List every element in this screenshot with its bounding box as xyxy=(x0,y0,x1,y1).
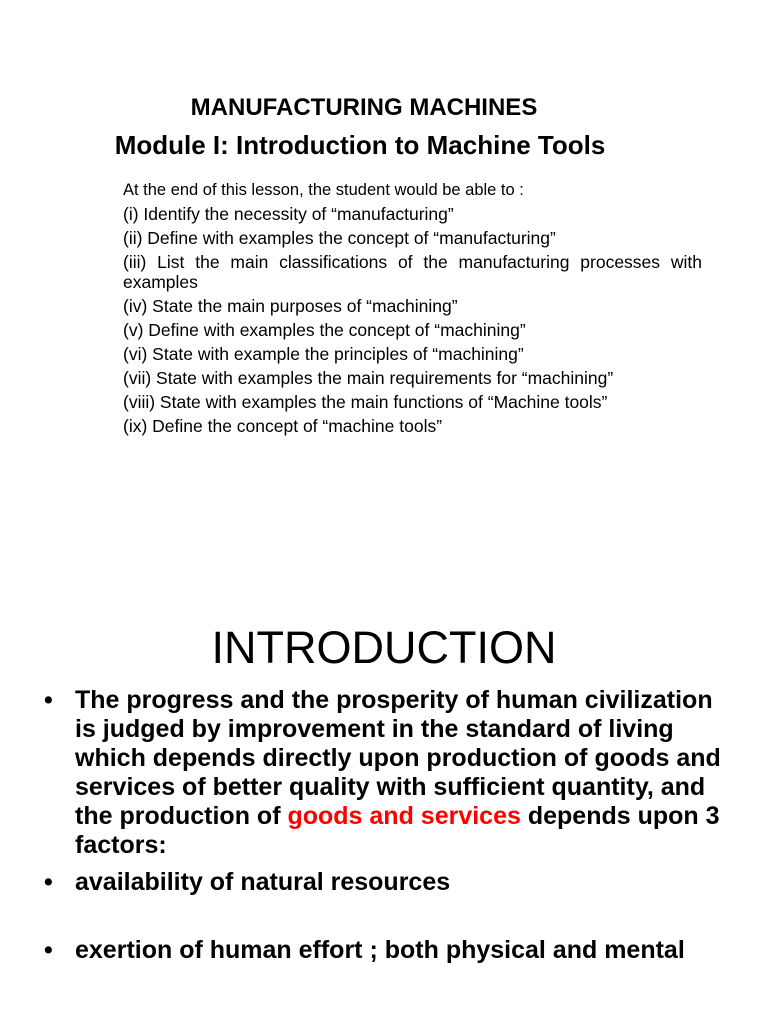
bullet-text: The progress and the prosperity of human civilization is judged by improvement in the standard of living which depends directly upon production of goods and services of better quality with sufficient quantity, and the production of xyxy=(75,686,721,830)
course-title: MANUFACTURING MACHINES xyxy=(190,94,538,121)
objective-item: (i) Identify the necessity of “manufacturing” xyxy=(123,204,454,224)
objective-item: (vi) State with example the principles of “machining” xyxy=(123,344,524,364)
objective-item: (v) Define with examples the concept of “machining” xyxy=(123,320,526,340)
highlight-goods-services: goods and services xyxy=(287,802,521,830)
bullet-text: availability of natural resources xyxy=(75,868,451,896)
bullet-text-end: depends upon 3 factors: xyxy=(75,802,720,859)
objective-item: (ix) Define the concept of “machine tools” xyxy=(123,416,443,436)
bullet-item-human-effort xyxy=(0,936,768,965)
objective-item: (ii) Define with examples the concept of “manufacturing” xyxy=(123,228,556,248)
bullet-item-factors xyxy=(0,686,768,860)
slide-introduction xyxy=(0,600,768,1024)
objectives-list xyxy=(123,180,702,440)
bullet-marker: • xyxy=(44,686,53,714)
objective-item: (iii) List the main classifications of the manufacturing processes with examples xyxy=(123,252,702,292)
bullet-marker: • xyxy=(44,936,53,964)
introduction-heading: INTRODUCTION xyxy=(211,622,557,673)
objective-item: (iv) State the main purposes of “machining” xyxy=(123,296,458,316)
objective-item: (vii) State with examples the main requirements for “machining” xyxy=(123,368,614,388)
bullet-text: exertion of human effort ; both physical and mental xyxy=(75,936,685,964)
bullet-list xyxy=(0,686,768,965)
bullet-marker: • xyxy=(44,868,53,896)
objectives-intro: At the end of this lesson, the student would be able to : xyxy=(123,181,524,199)
objective-item: (viii) State with examples the main functions of “Machine tools” xyxy=(123,392,608,412)
bullet-item-natural-resources xyxy=(0,868,768,897)
module-title: Module I: Introduction to Machine Tools xyxy=(114,130,606,160)
